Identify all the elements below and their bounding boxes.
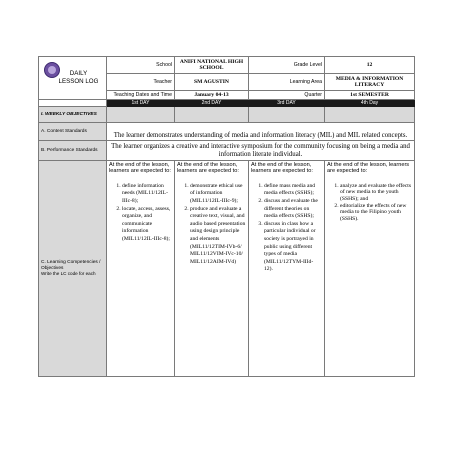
objectives-cell-3 bbox=[249, 107, 325, 123]
day-header-4: 4th Day bbox=[325, 100, 415, 107]
school-label: School bbox=[107, 57, 175, 74]
grade-label: Grade Level bbox=[249, 57, 325, 74]
weekly-objectives-label: I. WEEKLY OBJECTIVES bbox=[39, 107, 107, 123]
dates-value: January 04-13 bbox=[175, 91, 249, 100]
competencies-day-3 bbox=[249, 161, 325, 377]
quarter-label: Quarter bbox=[249, 91, 325, 100]
objectives-cell-2 bbox=[175, 107, 249, 123]
area-value: MEDIA & INFORMATION LITERACY bbox=[325, 74, 415, 91]
day-1-objective-1: 1. define information needs (MIL11/12IL-IIIc-8); bbox=[122, 183, 172, 206]
day-4-objective-1: 1. analyze and evaluate the effects of new media to the youth (SSHS); and bbox=[340, 183, 412, 203]
teacher-label: Teacher bbox=[107, 74, 175, 91]
competencies-day-2 bbox=[175, 161, 249, 377]
day-2-objective-2: 2. produce and evaluate a creative text, visual, and audio based presentation using design principle and elements (MIL11/12TIM-IVb-6/ MIL11/12VIM-IVc-10/ MIL11/12AIM-IVd) bbox=[190, 206, 246, 267]
day-4-objectives bbox=[327, 183, 412, 223]
day-3-objective-1: 1. define mass media and media effects (SSHS); bbox=[264, 183, 322, 198]
day-row-blank bbox=[39, 100, 107, 107]
day-1-objectives bbox=[109, 183, 172, 244]
grade-value: 12 bbox=[325, 57, 415, 74]
performance-standards-text: The learner organizes a creative and interactive symposium for the community focusing on being a media and information literate individual. bbox=[107, 141, 415, 161]
day-1-objective-2: 2. locate, access, assess, organize, and communicate information (MIL11/12IL-IIIc-8); bbox=[122, 206, 172, 244]
competencies-note: Write the LC code for each bbox=[41, 271, 96, 277]
competencies-day-4 bbox=[325, 161, 415, 377]
day-header-3: 3rd DAY bbox=[249, 100, 325, 107]
day-4-intro: At the end of the lesson, learners are expected to: bbox=[327, 162, 410, 175]
day-1-intro: At the end of the lesson, learners are expected to: bbox=[109, 162, 171, 175]
dates-label: Teaching Dates and Time bbox=[107, 91, 175, 100]
quarter-value: 1st SEMESTER bbox=[325, 91, 415, 100]
competencies-day-1 bbox=[107, 161, 175, 377]
day-2-intro: At the end of the lesson, learners are expected to: bbox=[177, 162, 239, 175]
competencies-label-cell bbox=[39, 161, 107, 377]
competencies-label: C. Learning Competencies / Objectives bbox=[41, 260, 101, 271]
day-header-2: 2nd DAY bbox=[175, 100, 249, 107]
day-3-intro: At the end of the lesson, learners are expected to: bbox=[251, 162, 313, 175]
title-line-1: DAILY bbox=[69, 70, 88, 77]
day-3-objective-2: 2. discuss and evaluate the different theories on media effects (SSHS); bbox=[264, 198, 322, 221]
lesson-log-page bbox=[38, 56, 414, 390]
day-3-objectives bbox=[251, 183, 322, 274]
page-title bbox=[53, 70, 104, 86]
title-line-2: LESSON LOG bbox=[58, 78, 99, 85]
day-4-objective-2: 2. editorialize the effects of new media to the Filipino youth (SSHS). bbox=[340, 203, 412, 223]
header-logo-cell bbox=[39, 57, 107, 100]
content-standards-label: A. Content Standards bbox=[39, 123, 107, 141]
objectives-cell-4 bbox=[325, 107, 415, 123]
day-3-objective-3: 3. discuss in class how a particular individual or society is portrayed in public using different types of media (MIL11/12TYM-IIId-12). bbox=[264, 221, 322, 274]
lesson-log-table bbox=[38, 56, 415, 377]
school-value: ANIFI NATIONAL HIGH SCHOOL bbox=[175, 57, 249, 74]
performance-standards-label: B. Performance Standards bbox=[39, 141, 107, 161]
day-2-objectives bbox=[177, 183, 246, 267]
deped-seal-icon bbox=[44, 62, 60, 78]
area-label: Learning Area bbox=[249, 74, 325, 91]
content-standards-text: The learner demonstrates understanding of media and information literacy (MIL) and MIL related concepts. bbox=[107, 123, 415, 141]
day-2-objective-1: 1. demonstrate ethical use of information (MIL11/12IL-IIIc-9); bbox=[190, 183, 246, 206]
teacher-value: SM AGUSTIN bbox=[175, 74, 249, 91]
day-header-1: 1st DAY bbox=[107, 100, 175, 107]
objectives-cell-1 bbox=[107, 107, 175, 123]
